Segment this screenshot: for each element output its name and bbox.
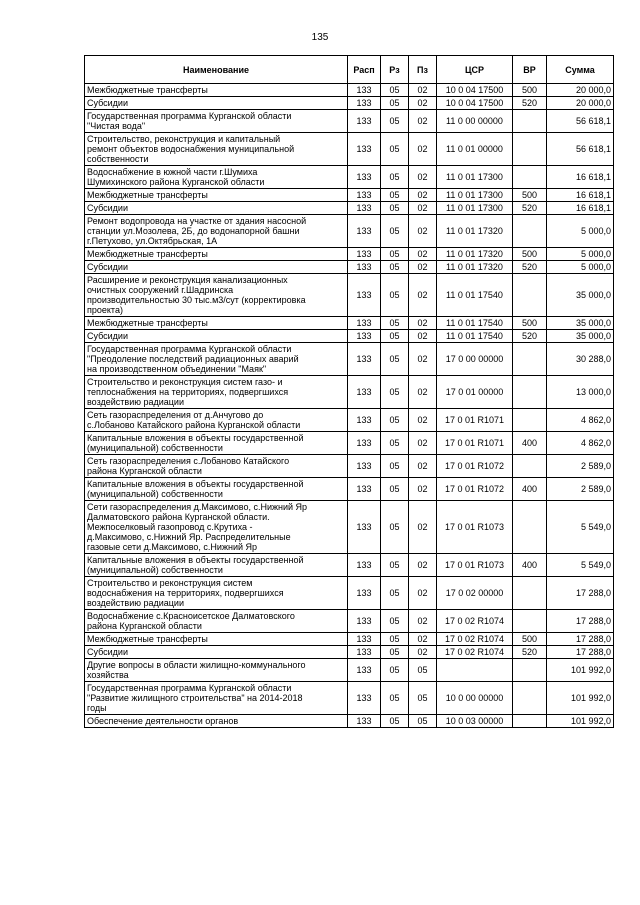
cell-rz: 05 — [381, 317, 409, 330]
budget-table — [84, 55, 614, 728]
cell-sum: 17 288,0 — [547, 646, 614, 659]
cell-rasp: 133 — [348, 343, 381, 376]
cell-vr: 520 — [513, 646, 547, 659]
cell-pz: 02 — [409, 409, 437, 432]
cell-pz: 02 — [409, 133, 437, 166]
cell-pz: 02 — [409, 261, 437, 274]
cell-vr: 500 — [513, 189, 547, 202]
cell-sum: 13 000,0 — [547, 376, 614, 409]
cell-pz: 02 — [409, 646, 437, 659]
cell-rz: 05 — [381, 202, 409, 215]
cell-sum: 35 000,0 — [547, 330, 614, 343]
cell-vr: 400 — [513, 432, 547, 455]
table-row — [85, 215, 614, 248]
cell-name: Субсидии — [85, 261, 348, 274]
cell-sum: 56 618,1 — [547, 110, 614, 133]
cell-rz: 05 — [381, 432, 409, 455]
cell-rz: 05 — [381, 409, 409, 432]
cell-rz: 05 — [381, 455, 409, 478]
cell-name: Межбюджетные трансферты — [85, 84, 348, 97]
cell-rasp: 133 — [348, 376, 381, 409]
cell-vr: 500 — [513, 248, 547, 261]
cell-name: Обеспечение деятельности органов — [85, 715, 348, 728]
table-row — [85, 317, 614, 330]
cell-sum: 4 862,0 — [547, 432, 614, 455]
page-number: 135 — [311, 32, 329, 43]
cell-csr: 10 0 04 17500 — [437, 84, 513, 97]
cell-csr: 17 0 01 R1072 — [437, 478, 513, 501]
table-row — [85, 274, 614, 317]
cell-rasp: 133 — [348, 577, 381, 610]
cell-sum: 101 992,0 — [547, 682, 614, 715]
cell-name: Водоснабжение в южной части г.Шумиха Шумихинского района Курганской области — [85, 166, 348, 189]
cell-rasp: 133 — [348, 189, 381, 202]
cell-rasp: 133 — [348, 274, 381, 317]
cell-rasp: 133 — [348, 215, 381, 248]
cell-rasp: 133 — [348, 330, 381, 343]
cell-csr: 11 0 01 17320 — [437, 261, 513, 274]
table-row — [85, 133, 614, 166]
cell-rasp: 133 — [348, 610, 381, 633]
cell-vr — [513, 577, 547, 610]
table-row — [85, 330, 614, 343]
cell-vr: 400 — [513, 554, 547, 577]
cell-csr: 17 0 00 00000 — [437, 343, 513, 376]
cell-csr: 17 0 01 R1072 — [437, 455, 513, 478]
cell-sum: 17 288,0 — [547, 610, 614, 633]
cell-vr: 500 — [513, 84, 547, 97]
cell-rasp: 133 — [348, 715, 381, 728]
cell-sum: 17 288,0 — [547, 633, 614, 646]
cell-pz: 02 — [409, 84, 437, 97]
cell-pz: 05 — [409, 715, 437, 728]
cell-pz: 05 — [409, 682, 437, 715]
cell-pz: 02 — [409, 202, 437, 215]
cell-rz: 05 — [381, 577, 409, 610]
cell-name: Сети газораспределения д.Максимово, с.Нижний Яр Далматовского района Курганской области. Межпоселковый газопровод с.Крутиха - д.Максимово, с.Нижний Яр. Распределительные газовые сети д.Максимово, с.Нижний Яр — [85, 501, 348, 554]
header-name: Наименование — [85, 56, 348, 84]
table-row — [85, 682, 614, 715]
table-row — [85, 633, 614, 646]
cell-csr: 11 0 01 17300 — [437, 202, 513, 215]
cell-csr: 11 0 01 17540 — [437, 274, 513, 317]
cell-pz: 02 — [409, 478, 437, 501]
cell-rz: 05 — [381, 715, 409, 728]
cell-sum: 16 618,1 — [547, 166, 614, 189]
cell-name: Строительство и реконструкция систем газо- и теплоснабжения на территориях, подвергшихся воздействию радиации — [85, 376, 348, 409]
table-row — [85, 189, 614, 202]
cell-csr: 11 0 01 17300 — [437, 166, 513, 189]
cell-rasp: 133 — [348, 261, 381, 274]
cell-sum: 20 000,0 — [547, 97, 614, 110]
cell-rasp: 133 — [348, 432, 381, 455]
cell-rasp: 133 — [348, 659, 381, 682]
table-row — [85, 376, 614, 409]
cell-pz: 02 — [409, 376, 437, 409]
cell-csr: 17 0 01 R1071 — [437, 432, 513, 455]
cell-csr: 11 0 01 17540 — [437, 317, 513, 330]
cell-sum: 35 000,0 — [547, 317, 614, 330]
cell-vr: 500 — [513, 633, 547, 646]
table-row — [85, 646, 614, 659]
table-row — [85, 478, 614, 501]
cell-csr: 10 0 04 17500 — [437, 97, 513, 110]
cell-vr — [513, 166, 547, 189]
table-row — [85, 84, 614, 97]
cell-vr — [513, 501, 547, 554]
table-row — [85, 343, 614, 376]
cell-vr — [513, 659, 547, 682]
cell-sum: 101 992,0 — [547, 715, 614, 728]
cell-rz: 05 — [381, 376, 409, 409]
cell-rasp: 133 — [348, 501, 381, 554]
cell-vr — [513, 455, 547, 478]
cell-vr — [513, 409, 547, 432]
cell-sum: 4 862,0 — [547, 409, 614, 432]
cell-rasp: 133 — [348, 317, 381, 330]
cell-rz: 05 — [381, 330, 409, 343]
cell-name: Ремонт водопровода на участке от здания насосной станции ул.Мозолева, 2Б, до водонапорной башни г.Петухово, ул.Октябрьская, 1А — [85, 215, 348, 248]
cell-pz: 02 — [409, 215, 437, 248]
cell-csr: 17 0 01 00000 — [437, 376, 513, 409]
cell-rz: 05 — [381, 97, 409, 110]
header-pz: Пз — [409, 56, 437, 84]
cell-rz: 05 — [381, 633, 409, 646]
cell-rz: 05 — [381, 343, 409, 376]
cell-rasp: 133 — [348, 166, 381, 189]
header-rasp: Расп — [348, 56, 381, 84]
cell-rz: 05 — [381, 646, 409, 659]
cell-name: Государственная программа Курганской области "Преодоление последствий радиационных аварий на производственном объединении "Маяк" — [85, 343, 348, 376]
cell-pz: 05 — [409, 659, 437, 682]
cell-sum: 17 288,0 — [547, 577, 614, 610]
header-csr: ЦСР — [437, 56, 513, 84]
cell-rasp: 133 — [348, 97, 381, 110]
cell-vr — [513, 376, 547, 409]
cell-pz: 02 — [409, 274, 437, 317]
cell-vr: 400 — [513, 478, 547, 501]
header-vr: ВР — [513, 56, 547, 84]
table-row — [85, 577, 614, 610]
cell-name: Государственная программа Курганской области "Развитие жилищного строительства" на 2014-2018 годы — [85, 682, 348, 715]
cell-rz: 05 — [381, 274, 409, 317]
cell-csr: 17 0 02 R1074 — [437, 610, 513, 633]
cell-rasp: 133 — [348, 409, 381, 432]
cell-rz: 05 — [381, 501, 409, 554]
cell-pz: 02 — [409, 610, 437, 633]
cell-pz: 02 — [409, 166, 437, 189]
cell-name: Капитальные вложения в объекты государственной (муниципальной) собственности — [85, 554, 348, 577]
cell-sum: 5 549,0 — [547, 501, 614, 554]
cell-rasp: 133 — [348, 633, 381, 646]
cell-rz: 05 — [381, 110, 409, 133]
cell-csr: 11 0 01 17320 — [437, 248, 513, 261]
table-row — [85, 432, 614, 455]
table-row — [85, 261, 614, 274]
cell-csr: 17 0 01 R1073 — [437, 501, 513, 554]
cell-vr — [513, 715, 547, 728]
cell-pz: 02 — [409, 455, 437, 478]
table-row — [85, 455, 614, 478]
cell-pz: 02 — [409, 633, 437, 646]
cell-vr — [513, 610, 547, 633]
cell-name: Капитальные вложения в объекты государственной (муниципальной) собственности — [85, 432, 348, 455]
cell-vr: 520 — [513, 97, 547, 110]
table-row — [85, 715, 614, 728]
cell-vr: 500 — [513, 317, 547, 330]
cell-pz: 02 — [409, 110, 437, 133]
cell-sum: 16 618,1 — [547, 189, 614, 202]
cell-name: Межбюджетные трансферты — [85, 317, 348, 330]
cell-rz: 05 — [381, 215, 409, 248]
cell-rasp: 133 — [348, 478, 381, 501]
cell-pz: 02 — [409, 577, 437, 610]
cell-csr: 10 0 03 00000 — [437, 715, 513, 728]
cell-rasp: 133 — [348, 84, 381, 97]
cell-name: Сеть газораспределения с.Лобаново Катайского района Курганской области — [85, 455, 348, 478]
cell-rz: 05 — [381, 189, 409, 202]
cell-csr: 11 0 01 17320 — [437, 215, 513, 248]
cell-rz: 05 — [381, 133, 409, 166]
cell-sum: 2 589,0 — [547, 478, 614, 501]
cell-rz: 05 — [381, 261, 409, 274]
cell-sum: 101 992,0 — [547, 659, 614, 682]
table-header-row — [85, 56, 614, 84]
cell-vr — [513, 682, 547, 715]
cell-pz: 02 — [409, 330, 437, 343]
cell-sum: 35 000,0 — [547, 274, 614, 317]
cell-csr: 11 0 01 00000 — [437, 133, 513, 166]
cell-csr: 17 0 01 R1073 — [437, 554, 513, 577]
cell-rz: 05 — [381, 84, 409, 97]
cell-rz: 05 — [381, 248, 409, 261]
cell-pz: 02 — [409, 432, 437, 455]
cell-csr: 11 0 00 00000 — [437, 110, 513, 133]
cell-sum: 16 618,1 — [547, 202, 614, 215]
cell-name: Водоснабжение с.Красноисетское Далматовского района Курганской области — [85, 610, 348, 633]
cell-vr — [513, 215, 547, 248]
table-row — [85, 659, 614, 682]
cell-rasp: 133 — [348, 133, 381, 166]
cell-csr: 17 0 01 R1071 — [437, 409, 513, 432]
table-row — [85, 97, 614, 110]
cell-csr: 17 0 02 R1074 — [437, 646, 513, 659]
cell-rz: 05 — [381, 610, 409, 633]
table-row — [85, 409, 614, 432]
cell-name: Субсидии — [85, 97, 348, 110]
cell-pz: 02 — [409, 248, 437, 261]
cell-rasp: 133 — [348, 455, 381, 478]
cell-csr: 17 0 02 R1074 — [437, 633, 513, 646]
cell-sum: 5 000,0 — [547, 261, 614, 274]
table-row — [85, 202, 614, 215]
cell-sum: 30 288,0 — [547, 343, 614, 376]
cell-vr — [513, 133, 547, 166]
cell-vr: 520 — [513, 261, 547, 274]
cell-name: Строительство, реконструкция и капитальный ремонт объектов водоснабжения муниципальной собственности — [85, 133, 348, 166]
cell-rz: 05 — [381, 659, 409, 682]
cell-vr — [513, 343, 547, 376]
cell-rz: 05 — [381, 478, 409, 501]
cell-name: Межбюджетные трансферты — [85, 248, 348, 261]
cell-csr — [437, 659, 513, 682]
table-row — [85, 610, 614, 633]
cell-name: Субсидии — [85, 330, 348, 343]
cell-csr: 17 0 02 00000 — [437, 577, 513, 610]
cell-sum: 2 589,0 — [547, 455, 614, 478]
cell-name: Субсидии — [85, 646, 348, 659]
cell-name: Капитальные вложения в объекты государственной (муниципальной) собственности — [85, 478, 348, 501]
cell-sum: 5 000,0 — [547, 215, 614, 248]
cell-rz: 05 — [381, 554, 409, 577]
cell-pz: 02 — [409, 554, 437, 577]
cell-name: Межбюджетные трансферты — [85, 633, 348, 646]
cell-vr: 520 — [513, 202, 547, 215]
cell-name: Межбюджетные трансферты — [85, 189, 348, 202]
cell-sum: 5 549,0 — [547, 554, 614, 577]
table-row — [85, 110, 614, 133]
cell-rz: 05 — [381, 682, 409, 715]
cell-pz: 02 — [409, 189, 437, 202]
cell-rasp: 133 — [348, 554, 381, 577]
cell-name: Государственная программа Курганской области "Чистая вода" — [85, 110, 348, 133]
cell-name: Строительство и реконструкция систем водоснабжения на территориях, подвергшихся воздействию радиации — [85, 577, 348, 610]
header-sum: Сумма — [547, 56, 614, 84]
cell-csr: 11 0 01 17540 — [437, 330, 513, 343]
table-body — [85, 84, 614, 728]
cell-rasp: 133 — [348, 682, 381, 715]
cell-pz: 02 — [409, 317, 437, 330]
cell-pz: 02 — [409, 501, 437, 554]
cell-vr: 520 — [513, 330, 547, 343]
cell-rz: 05 — [381, 166, 409, 189]
cell-vr — [513, 110, 547, 133]
cell-name: Расширение и реконструкция канализационных очистных сооружений г.Шадринска производительностью 30 тыс.м3/сут (корректировка проекта) — [85, 274, 348, 317]
table-row — [85, 248, 614, 261]
cell-rasp: 133 — [348, 202, 381, 215]
cell-pz: 02 — [409, 343, 437, 376]
cell-name: Сеть газораспределения от д.Анчугово до с.Лобаново Катайского района Курганской области — [85, 409, 348, 432]
cell-csr: 10 0 00 00000 — [437, 682, 513, 715]
cell-rasp: 133 — [348, 248, 381, 261]
cell-csr: 11 0 01 17300 — [437, 189, 513, 202]
table-row — [85, 166, 614, 189]
cell-pz: 02 — [409, 97, 437, 110]
cell-name: Субсидии — [85, 202, 348, 215]
header-rz: Рз — [381, 56, 409, 84]
table-row — [85, 554, 614, 577]
cell-rasp: 133 — [348, 646, 381, 659]
cell-sum: 20 000,0 — [547, 84, 614, 97]
cell-name: Другие вопросы в области жилищно-коммунального хозяйства — [85, 659, 348, 682]
cell-sum: 5 000,0 — [547, 248, 614, 261]
cell-vr — [513, 274, 547, 317]
cell-rasp: 133 — [348, 110, 381, 133]
table-row — [85, 501, 614, 554]
cell-sum: 56 618,1 — [547, 133, 614, 166]
